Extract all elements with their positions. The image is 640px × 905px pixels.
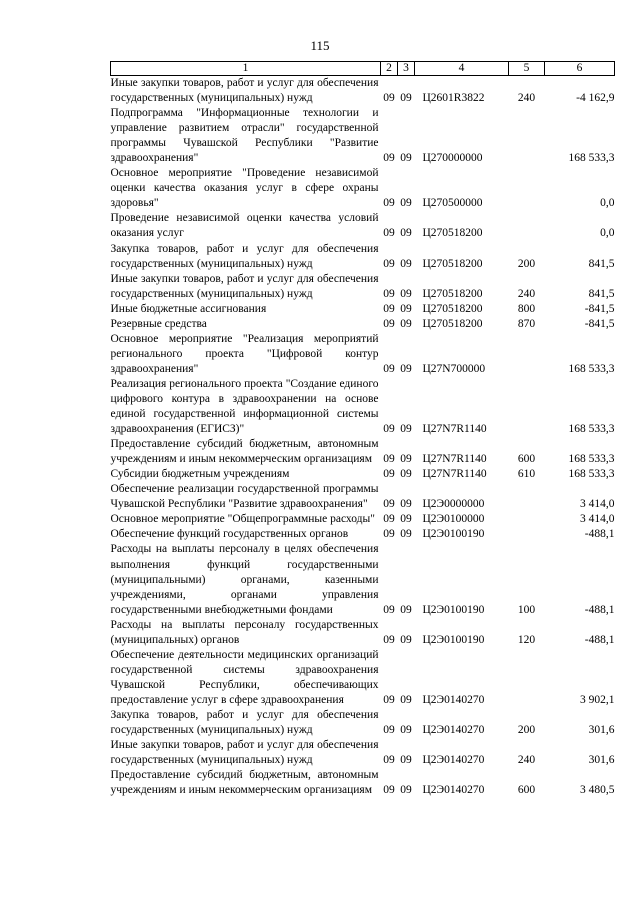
target-article-cell: Ц27N7R1140: [422, 453, 487, 466]
expense-name-cell: Обеспечение деятельности медицинских организаций государственной системы здравоохранения Чувашской Республики, обеспечивающих предоставление услуг в сфере здравоохранения: [110, 648, 379, 706]
amount-cell: 168 533,3: [568, 468, 615, 481]
expense-type-cell: 200: [517, 257, 536, 270]
amount-cell: 3 902,1: [580, 693, 615, 706]
subsection-code-cell: 09: [400, 498, 412, 511]
subsection-code-cell: 09: [400, 784, 412, 797]
expense-name-cell: Расходы на выплаты персоналу в целях обеспечения выполнения функций государственными (муниципальными) органами, казенными учреждениями, органами управления государственными внебюджетными фондами: [110, 543, 379, 616]
target-article-cell: Ц2601R3822: [422, 92, 485, 105]
amount-cell: 168 533,3: [568, 453, 615, 466]
table-row: [111, 738, 615, 768]
amount-cell: -4 162,9: [576, 92, 615, 105]
expense-name-cell: Обеспечение реализации государственной программы Чувашской Республики "Развитие здравоохранения": [110, 483, 379, 511]
target-article-cell: Ц2Э0140270: [422, 754, 485, 767]
amount-cell: -841,5: [584, 302, 615, 315]
section-code-cell: 09: [383, 633, 395, 646]
expense-type-cell: [509, 211, 545, 241]
section-code-cell: 09: [383, 257, 395, 270]
table-row: [111, 542, 615, 617]
section-code-cell: 09: [383, 152, 395, 165]
subsection-code-cell: 09: [400, 754, 412, 767]
table-row: [111, 106, 615, 166]
subsection-code-cell: 09: [400, 362, 412, 375]
subsection-code-cell: 09: [400, 423, 412, 436]
table-row: [111, 708, 615, 738]
subsection-code-cell: 09: [400, 227, 412, 240]
expense-name-cell: Иные закупки товаров, работ и услуг для обеспечения государственных (муниципальных) нужд: [110, 77, 379, 105]
subsection-code-cell: 09: [400, 152, 412, 165]
expense-type-cell: 120: [517, 633, 536, 646]
subsection-code-cell: 09: [400, 317, 412, 330]
budget-table: [110, 61, 615, 798]
target-article-cell: Ц27N700000: [422, 362, 486, 375]
section-code-cell: 09: [383, 287, 395, 300]
expense-name-cell: Субсидии бюджетным учреждениям: [110, 468, 290, 481]
column-header: 4: [415, 62, 509, 76]
expense-type-cell: [509, 512, 545, 527]
expense-type-cell: 240: [517, 754, 536, 767]
subsection-code-cell: 09: [400, 528, 412, 541]
expense-name-cell: Предоставление субсидий бюджетным, автономным учреждениям и иным некоммерческим организациям: [110, 438, 379, 466]
subsection-code-cell: 09: [400, 287, 412, 300]
amount-cell: -488,1: [584, 528, 615, 541]
amount-cell: 301,6: [588, 754, 615, 767]
subsection-code-cell: 09: [400, 693, 412, 706]
target-article-cell: Ц2Э0100190: [422, 633, 485, 646]
expense-type-cell: [509, 106, 545, 166]
table-row: [111, 437, 615, 467]
target-article-cell: Ц27N7R1140: [422, 468, 487, 481]
amount-cell: 168 533,3: [568, 152, 615, 165]
target-article-cell: Ц270518200: [422, 302, 483, 315]
amount-cell: 168 533,3: [568, 423, 615, 436]
amount-cell: 0,0: [600, 197, 615, 210]
amount-cell: 3 480,5: [580, 784, 615, 797]
page-number: 115: [310, 38, 330, 53]
expense-type-cell: [509, 166, 545, 211]
section-code-cell: 09: [383, 92, 395, 105]
section-code-cell: 09: [383, 227, 395, 240]
expense-name-cell: Иные закупки товаров, работ и услуг для обеспечения государственных (муниципальных) нужд: [110, 272, 379, 300]
target-article-cell: Ц2Э0140270: [422, 724, 485, 737]
subsection-code-cell: 09: [400, 453, 412, 466]
subsection-code-cell: 09: [400, 92, 412, 105]
amount-cell: 3 414,0: [580, 513, 615, 526]
section-code-cell: 09: [383, 603, 395, 616]
target-article-cell: Ц270000000: [422, 152, 483, 165]
section-code-cell: 09: [383, 724, 395, 737]
amount-cell: 301,6: [588, 724, 615, 737]
expense-type-cell: 240: [517, 287, 536, 300]
expense-name-cell: Проведение независимой оценки качества условий оказания услуг: [110, 212, 379, 240]
target-article-cell: Ц270518200: [422, 317, 483, 330]
target-article-cell: Ц27N7R1140: [422, 423, 487, 436]
amount-cell: -841,5: [584, 317, 615, 330]
expense-name-cell: Иные бюджетные ассигнования: [110, 302, 267, 315]
subsection-code-cell: 09: [400, 468, 412, 481]
section-code-cell: 09: [383, 528, 395, 541]
expense-name-cell: Закупка товаров, работ и услуг для обеспечения государственных (муниципальных) нужд: [110, 708, 379, 737]
section-code-cell: 09: [383, 197, 395, 210]
expense-type-cell: 100: [517, 603, 536, 616]
section-code-cell: 09: [383, 302, 395, 315]
amount-cell: 168 533,3: [568, 362, 615, 375]
table-row: [111, 648, 615, 708]
table-row: [111, 482, 615, 512]
amount-cell: -488,1: [584, 603, 615, 616]
subsection-code-cell: 09: [400, 724, 412, 737]
section-code-cell: 09: [383, 693, 395, 706]
expense-type-cell: [509, 482, 545, 512]
section-code-cell: 09: [383, 362, 395, 375]
table-row: [111, 317, 615, 332]
column-header: 2: [381, 62, 398, 76]
table-row: [111, 467, 615, 482]
table-row: [111, 512, 615, 527]
section-code-cell: 09: [383, 453, 395, 466]
amount-cell: 841,5: [588, 287, 615, 300]
target-article-cell: Ц270518200: [422, 257, 483, 270]
expense-type-cell: [509, 377, 545, 437]
table-row: [111, 618, 615, 648]
column-header: 1: [111, 62, 381, 76]
table-row: [111, 527, 615, 542]
section-code-cell: 09: [383, 513, 395, 526]
amount-cell: -488,1: [584, 633, 615, 646]
table-row: [111, 76, 615, 107]
amount-cell: 841,5: [588, 257, 615, 270]
target-article-cell: Ц2Э0000000: [422, 498, 485, 511]
subsection-code-cell: 09: [400, 633, 412, 646]
table-row: [111, 332, 615, 377]
target-article-cell: Ц2Э0100190: [422, 528, 485, 541]
expense-name-cell: Основное мероприятие "Общепрограммные расходы": [110, 513, 375, 526]
target-article-cell: Ц2Э0100190: [422, 603, 485, 616]
expense-type-cell: [509, 648, 545, 708]
section-code-cell: 09: [383, 498, 395, 511]
expense-name-cell: Предоставление субсидий бюджетным, автономным учреждениям и иным некоммерческим организациям: [110, 769, 379, 797]
expense-name-cell: Закупка товаров, работ и услуг для обеспечения государственных (муниципальных) нужд: [110, 242, 379, 270]
table-row: [111, 211, 615, 241]
amount-cell: 0,0: [600, 227, 615, 240]
section-code-cell: 09: [383, 423, 395, 436]
table-row: [111, 272, 615, 302]
expense-name-cell: Резервные средства: [110, 317, 207, 330]
subsection-code-cell: 09: [400, 603, 412, 616]
subsection-code-cell: 09: [400, 197, 412, 210]
column-header: 5: [509, 62, 545, 76]
expense-name-cell: Расходы на выплаты персоналу государственных (муниципальных) органов: [110, 618, 379, 646]
column-header: 3: [398, 62, 415, 76]
subsection-code-cell: 09: [400, 513, 412, 526]
expense-type-cell: 600: [517, 784, 536, 797]
expense-name-cell: Подпрограмма "Информационные технологии и управление развитием отрасли" государственной программы Чувашской Республики "Развитие здравоохранения": [110, 107, 379, 165]
section-code-cell: 09: [383, 317, 395, 330]
expense-type-cell: 610: [517, 468, 536, 481]
section-code-cell: 09: [383, 754, 395, 767]
expense-type-cell: 800: [517, 302, 536, 315]
amount-cell: 3 414,0: [580, 498, 615, 511]
subsection-code-cell: 09: [400, 257, 412, 270]
expense-name-cell: Основное мероприятие "Реализация мероприятий регионального проекта "Цифровой контур здравоохранения": [110, 332, 379, 375]
target-article-cell: Ц270518200: [422, 287, 483, 300]
target-article-cell: Ц270500000: [422, 197, 483, 210]
table-row: [111, 166, 615, 211]
expense-type-cell: [509, 527, 545, 542]
expense-type-cell: [509, 332, 545, 377]
section-code-cell: 09: [383, 468, 395, 481]
table-row: [111, 302, 615, 317]
table-row: [111, 768, 615, 798]
target-article-cell: Ц2Э0140270: [422, 784, 485, 797]
table-row: [111, 242, 615, 272]
expense-type-cell: 200: [517, 724, 536, 737]
column-header-row: [111, 62, 615, 76]
expense-type-cell: 240: [517, 92, 536, 105]
target-article-cell: Ц2Э0140270: [422, 693, 485, 706]
target-article-cell: Ц2Э0100000: [422, 513, 485, 526]
expense-type-cell: 870: [517, 317, 536, 330]
table-row: [111, 377, 615, 437]
subsection-code-cell: 09: [400, 302, 412, 315]
target-article-cell: Ц270518200: [422, 227, 483, 240]
section-code-cell: 09: [383, 784, 395, 797]
column-header: 6: [545, 62, 615, 76]
expense-type-cell: 600: [517, 453, 536, 466]
expense-name-cell: Обеспечение функций государственных органов: [110, 528, 349, 541]
expense-name-cell: Иные закупки товаров, работ и услуг для обеспечения государственных (муниципальных) нужд: [110, 739, 379, 767]
expense-name-cell: Основное мероприятие "Проведение независимой оценки качества оказания услуг в сфере охраны здоровья": [110, 167, 379, 210]
expense-name-cell: Реализация регионального проекта "Создание единого цифрового контура в здравоохранении на основе единой государственной информационной системы здравоохранения (ЕГИСЗ)": [110, 377, 379, 436]
